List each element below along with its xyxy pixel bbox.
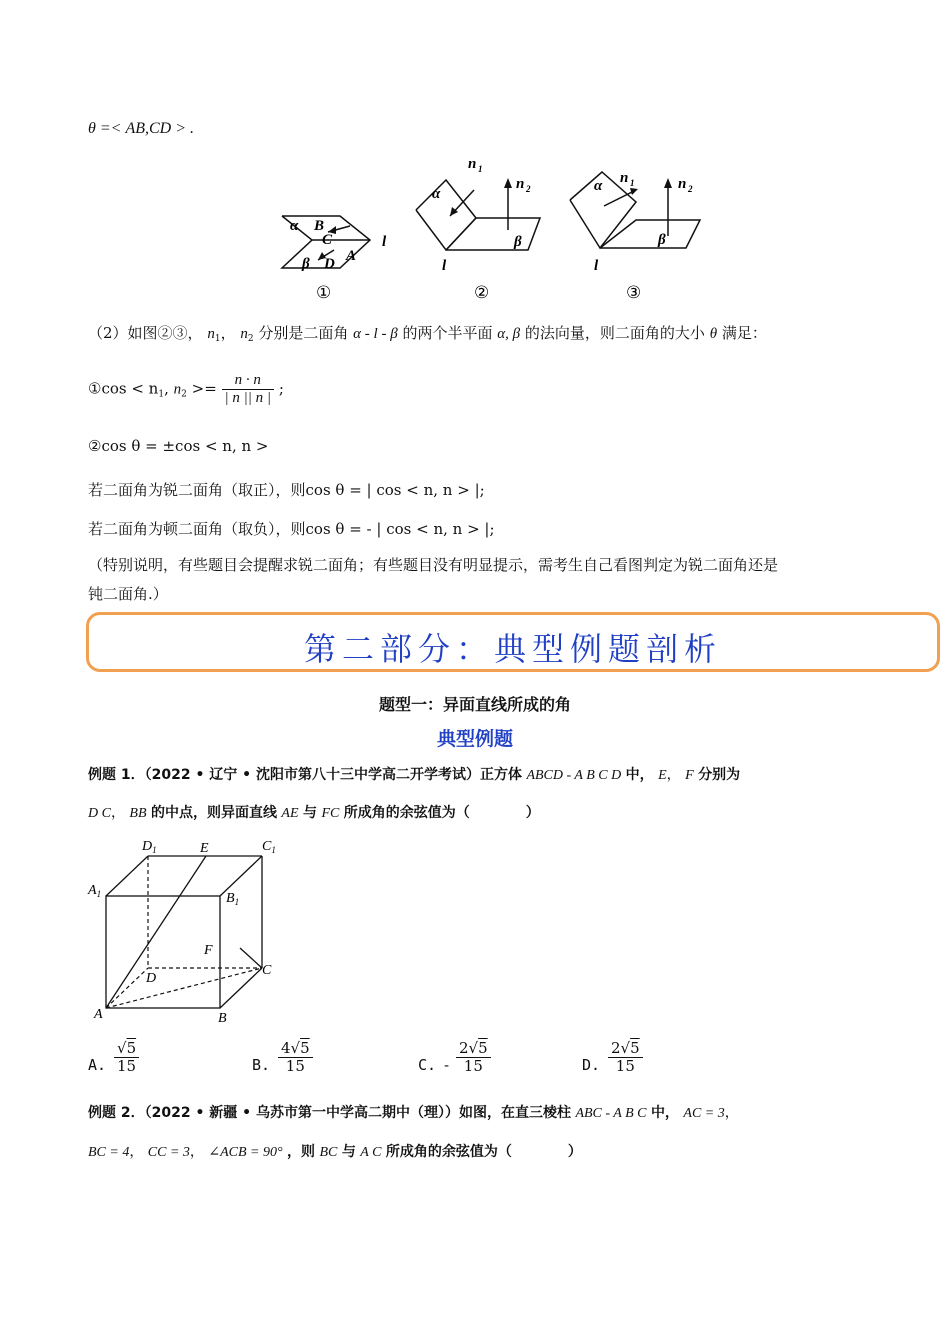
fig3-alpha: α: [594, 178, 603, 194]
example1-line2: D C， BB 的中点，则异面直线 AE 与 FC 所成角的余弦值为（ ）: [88, 805, 540, 821]
part-banner: [86, 612, 940, 672]
note-line-2: 钝二面角.）: [88, 585, 168, 603]
fig1-l: l: [382, 234, 387, 250]
note-line-1: （特别说明，有些题目会提醒求锐二面角；有些题目没有明显提示，需考生自己看图判定为锐二面角还是: [88, 556, 779, 574]
obtuse-rule: 若二面角为顿二面角（取负），则cos θ = - | cos < n, n > |;: [88, 520, 495, 538]
segment-FC: [240, 948, 262, 968]
fig2-caption: ②: [474, 283, 490, 303]
fig2-alpha: α: [432, 186, 441, 202]
fig1-alpha: α: [290, 218, 299, 234]
label-D: D: [146, 971, 157, 986]
fig3-beta: β: [658, 232, 666, 248]
label-C: C: [262, 963, 272, 978]
example2-line2: BC = 4， CC = 3， ∠ACB = 90° ，则 BC 与 A C 所成角的余弦值为（ ）: [88, 1144, 582, 1160]
fig3-n2: n: [678, 176, 687, 192]
example2-line1: 例题 2．（2022 • 新疆 • 乌苏市第一中学高二期中（理））如图，在直三棱柱 ABC - A B C 中， AC = 3，: [88, 1105, 739, 1121]
label-E: E: [200, 841, 209, 856]
label-A1: $A_1$: [88, 883, 102, 899]
label-B: B: [218, 1011, 227, 1026]
svg-text:1: 1: [630, 178, 635, 188]
label-B1: $B_1$: [226, 891, 240, 907]
fig3-caption: ③: [626, 283, 642, 303]
fig1-C: C: [322, 232, 333, 248]
fig1-D: D: [324, 256, 335, 272]
fig2-n2: n: [516, 176, 525, 192]
fig2-beta: β: [514, 234, 522, 250]
banner-title: 第二部分：典型例题剖析: [303, 630, 722, 668]
example1-line1: 例题 1．（2022 • 辽宁 • 沈阳市第八十三中学高二开学考试）正方体 ABCD - A B C D 中， E， F 分别为: [88, 767, 741, 783]
fig1-beta: β: [302, 256, 310, 272]
acute-rule: 若二面角为锐二面角（取正），则cos θ = | cos < n, n > |;: [88, 481, 485, 499]
fig1-B: B: [314, 218, 325, 234]
fig2-plane-alpha: [416, 180, 476, 250]
label-F: F: [204, 943, 213, 958]
section-title: 题型一：异面直线所成的角: [378, 695, 571, 714]
formula-2: ②cos θ = ±cos < n, n >: [88, 437, 269, 455]
fig1-caption: ①: [316, 283, 332, 303]
options-row: A. $\frac{√5}{15}$ B. $\frac{4√5}{15}$ C. - $\frac{2√5}{15}$ D. $\frac{2√5}{15}$: [88, 1040, 688, 1088]
section-subtitle: 典型例题: [436, 728, 513, 750]
fig1-A: A: [346, 248, 357, 264]
para2: （2）如图②③， $n_1$， $n_2$ 分别是二面角 α - l - β 的两个半平面 α, β 的法向量，则二面角的大小 θ 满足：: [88, 324, 767, 344]
svg-text:2: 2: [688, 184, 693, 194]
svg-text:1: 1: [478, 164, 483, 174]
formula-top: θ =< AB,CD > .: [88, 120, 195, 137]
cube-figure: [86, 836, 286, 1028]
label-C1: $C_1$: [262, 839, 276, 855]
dihedral-figures: [270, 150, 720, 305]
label-D1: $D_1$: [142, 839, 157, 855]
fig3-n1: n: [620, 170, 629, 186]
fig2-n1: n: [468, 156, 477, 172]
formula-1: ①cos < $n_1$, $n_2$ >= $\frac{n \cdot n}{| n || n |}$ ;: [88, 372, 284, 406]
svg-text:2: 2: [526, 184, 531, 194]
fig2-l: l: [442, 258, 447, 274]
label-A: A: [94, 1007, 103, 1022]
fig3-plane-beta: [600, 220, 700, 248]
fig3-l: l: [594, 258, 599, 274]
fig2-plane-beta: [446, 218, 540, 250]
